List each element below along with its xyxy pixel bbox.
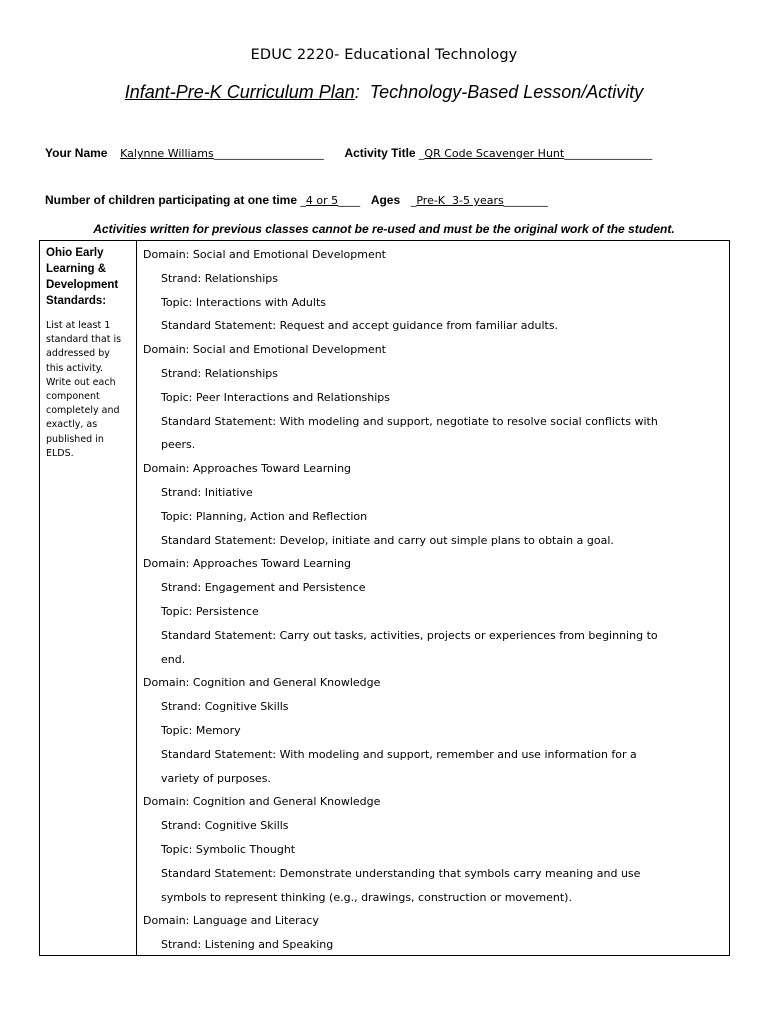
standard-detail-line: Topic: Interactions with Adults — [161, 295, 326, 309]
plan-label: Infant-Pre-K Curriculum Plan — [124, 82, 355, 102]
children-ages-row — [45, 193, 548, 207]
standard-detail-line: Topic: Memory — [161, 723, 241, 737]
standard-detail-line: Strand: Engagement and Persistence — [161, 581, 366, 595]
standard-detail-line: Standard Statement: Request and accept guidance from familiar adults. — [161, 319, 559, 333]
ages-label: Ages — [370, 193, 401, 207]
name-field[interactable]: Kalynne Williams____________________ — [120, 147, 324, 160]
children-count-field[interactable]: _4 or 5____ — [300, 194, 361, 207]
standard-detail-line: Standard Statement: Demonstrate understanding that symbols carry meaning and use — [161, 866, 641, 880]
standard-domain-line: Domain: Cognition and General Knowledge — [143, 676, 381, 690]
children-count-label: Number of children participating at one time — [45, 193, 298, 207]
course-title: EDUC 2220- Educational Technology — [250, 47, 518, 63]
standard-detail-line: Standard Statement: Develop, initiate and carry out simple plans to obtain a goal. — [161, 533, 614, 547]
standard-detail-line: symbols to represent thinking (e.g., drawings, construction or movement). — [161, 890, 572, 904]
standard-detail-line: Topic: Planning, Action and Reflection — [161, 509, 368, 523]
standard-detail-line: Topic: Peer Interactions and Relationships — [161, 390, 391, 404]
standard-domain-line: Domain: Approaches Toward Learning — [143, 557, 352, 571]
standard-detail-line: peers. — [161, 438, 196, 452]
standard-detail-line: Standard Statement: With modeling and support, remember and use information for a — [161, 747, 637, 761]
standard-detail-line: Standard Statement: With modeling and support, negotiate to resolve social conflicts with — [161, 414, 658, 428]
standard-detail-line: Strand: Cognitive Skills — [161, 700, 289, 714]
standards-instructions: List at least 1 standard that is addressed by this activity. Write out each component completely and exactly, as published in ELDS. — [46, 320, 122, 459]
standards-table — [39, 240, 730, 956]
standard-domain-line: Domain: Language and Literacy — [143, 914, 319, 928]
standard-domain-line: Domain: Social and Emotional Development — [143, 248, 386, 261]
standard-detail-line: Strand: Cognitive Skills — [161, 819, 289, 833]
standard-domain-line: Domain: Social and Emotional Development — [143, 343, 386, 357]
standard-detail-line: Topic: Symbolic Thought — [161, 842, 296, 856]
standard-detail-line: Strand: Listening and Speaking — [161, 938, 334, 952]
activity-title-label: Activity Title — [344, 146, 416, 160]
standard-domain-line: Domain: Approaches Toward Learning — [143, 462, 352, 476]
name-activity-row — [45, 146, 652, 160]
originality-notice: Activities written for previous classes cannot be re-used and must be the original work of the student. — [93, 222, 675, 236]
standard-detail-line: Strand: Initiative — [161, 485, 253, 499]
standard-detail-line: Strand: Relationships — [161, 271, 278, 285]
name-label: Your Name — [45, 146, 108, 160]
standard-domain-line: Domain: Cognition and General Knowledge — [143, 795, 381, 809]
standard-detail-line: Topic: Persistence — [161, 604, 259, 618]
standards-heading: Ohio Early Learning & Development Standards: — [46, 247, 119, 307]
standards-label-cell — [40, 241, 137, 955]
standard-detail-line: end. — [161, 652, 186, 666]
standard-detail-line: Strand: Relationships — [161, 366, 278, 380]
plan-colon: : — [354, 82, 360, 102]
plan-rest: Technology-Based Lesson/Activity — [359, 82, 644, 102]
standard-detail-line: Standard Statement: Carry out tasks, activities, projects or experiences from beginning to — [161, 628, 658, 642]
ages-field[interactable]: _Pre-K 3-5 years________ — [410, 194, 548, 207]
standard-detail-line: variety of purposes. — [161, 771, 271, 785]
page-subtitle — [0, 82, 768, 103]
standards-content-cell[interactable] — [137, 241, 729, 955]
activity-title-field[interactable]: _QR Code Scavenger Hunt________________ — [418, 147, 653, 160]
